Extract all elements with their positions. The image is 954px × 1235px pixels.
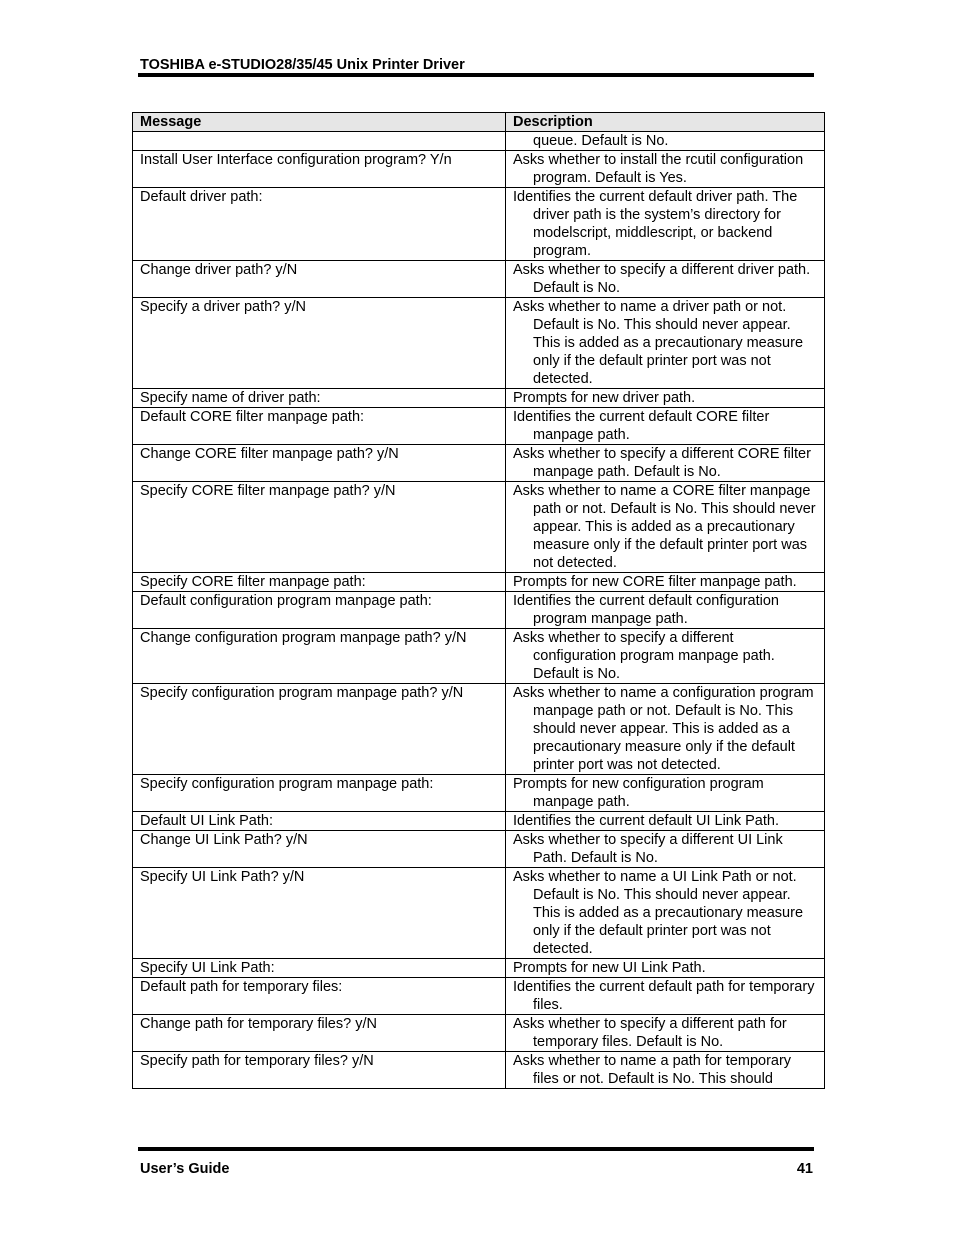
description-cell: Asks whether to specify a different driver path. Default is No. [506,261,825,298]
description-cell: Asks whether to specify a different UI Link Path. Default is No. [506,831,825,868]
description-cell: queue. Default is No. [506,132,825,151]
description-cell: Identifies the current default UI Link Path. [506,812,825,831]
header-rule [138,73,814,77]
table-row [133,1015,825,1052]
message-cell: Default UI Link Path: [133,812,506,831]
message-cell [133,132,506,151]
message-cell: Specify CORE filter manpage path: [133,573,506,592]
description-cell: Identifies the current default CORE filter manpage path. [506,408,825,445]
table-row [133,684,825,775]
table-row [133,978,825,1015]
description-cell: Asks whether to install the rcutil configuration program. Default is Yes. [506,151,825,188]
message-cell: Specify UI Link Path? y/N [133,868,506,959]
table-row [133,132,825,151]
message-cell: Default path for temporary files: [133,978,506,1015]
message-cell: Specify name of driver path: [133,389,506,408]
table-row [133,592,825,629]
page-header-title: TOSHIBA e-STUDIO28/35/45 Unix Printer Driver [140,57,465,73]
message-cell: Install User Interface configuration program? Y/n [133,151,506,188]
message-cell: Change CORE filter manpage path? y/N [133,445,506,482]
message-cell: Change UI Link Path? y/N [133,831,506,868]
table-row [133,188,825,261]
description-cell: Asks whether to name a configuration program manpage path or not. Default is No. This should never appear. This is added as a precautionary measure only if the default printer port was not detected. [506,684,825,775]
table-row [133,389,825,408]
message-cell: Change configuration program manpage path? y/N [133,629,506,684]
message-cell: Change driver path? y/N [133,261,506,298]
description-cell: Prompts for new UI Link Path. [506,959,825,978]
message-cell: Default configuration program manpage path: [133,592,506,629]
description-cell: Asks whether to name a path for temporary files or not. Default is No. This should [506,1052,825,1089]
message-cell: Default driver path: [133,188,506,261]
message-cell: Specify configuration program manpage path: [133,775,506,812]
table-body [133,132,825,1089]
description-cell: Identifies the current default configuration program manpage path. [506,592,825,629]
description-cell: Asks whether to specify a different path for temporary files. Default is No. [506,1015,825,1052]
description-cell: Asks whether to name a CORE filter manpage path or not. Default is No. This should never appear. This is added as a precautionary measure only if the default printer port was not detected. [506,482,825,573]
page-number: 41 [796,1161,813,1177]
table-row [133,629,825,684]
table-header-row [133,113,825,132]
description-cell: Identifies the current default path for temporary files. [506,978,825,1015]
table-row [133,959,825,978]
description-cell: Asks whether to name a UI Link Path or not. Default is No. This should never appear. This is added as a precautionary measure only if the default printer port was not detected. [506,868,825,959]
table-row [133,408,825,445]
message-cell: Specify UI Link Path: [133,959,506,978]
message-cell: Specify configuration program manpage path? y/N [133,684,506,775]
table-row [133,573,825,592]
description-cell: Identifies the current default driver path. The driver path is the system’s directory for modelscript, middlescript, or backend program. [506,188,825,261]
message-cell: Specify path for temporary files? y/N [133,1052,506,1089]
table-row [133,1052,825,1089]
table-row [133,151,825,188]
message-table [132,112,825,1089]
table-row [133,868,825,959]
column-header-message: Message [133,113,506,132]
footer-rule [138,1147,814,1151]
table-row [133,482,825,573]
table-row [133,812,825,831]
table-row [133,261,825,298]
description-cell: Prompts for new configuration program manpage path. [506,775,825,812]
description-cell: Asks whether to specify a different configuration program manpage path. Default is No. [506,629,825,684]
message-cell: Specify a driver path? y/N [133,298,506,389]
description-cell: Prompts for new CORE filter manpage path. [506,573,825,592]
description-cell: Asks whether to specify a different CORE filter manpage path. Default is No. [506,445,825,482]
description-cell: Asks whether to name a driver path or not. Default is No. This should never appear. This is added as a precautionary measure only if the default printer port was not detected. [506,298,825,389]
description-cell: Prompts for new driver path. [506,389,825,408]
message-cell: Specify CORE filter manpage path? y/N [133,482,506,573]
table-row [133,298,825,389]
table-row [133,445,825,482]
column-header-description: Description [506,113,825,132]
message-cell: Change path for temporary files? y/N [133,1015,506,1052]
footer-guide-label: User’s Guide [140,1161,230,1177]
message-cell: Default CORE filter manpage path: [133,408,506,445]
table-row [133,775,825,812]
table-row [133,831,825,868]
